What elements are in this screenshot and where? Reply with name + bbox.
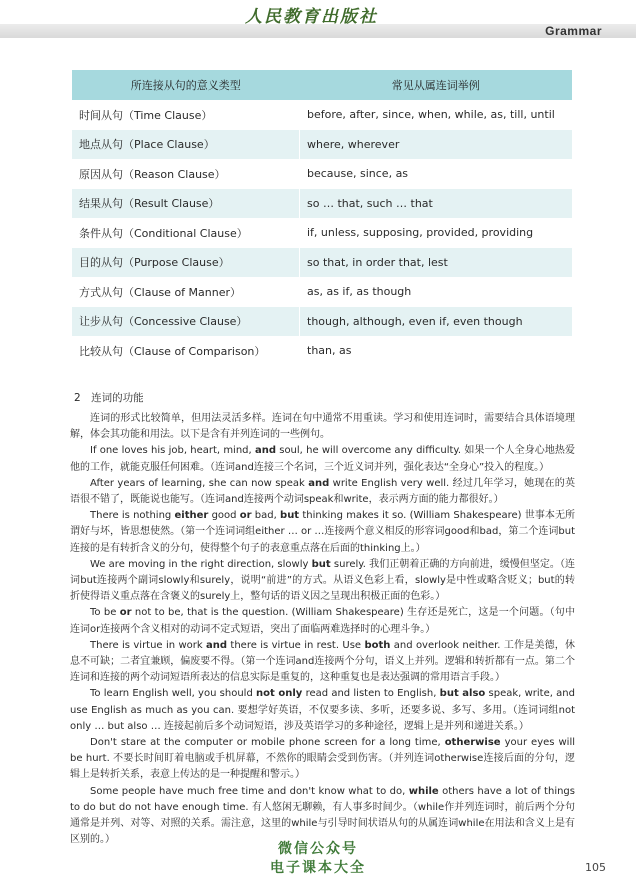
highlighted-conjunction: or [239,510,252,522]
table-cell-clause-type: 条件从句（Conditional Clause） [72,218,300,248]
example-paragraph [70,557,575,606]
table-cell-examples: where, wherever [300,130,573,160]
example-text: good [208,510,240,522]
publisher-logo: 人民教育出版社 [245,7,378,27]
example-paragraph [70,638,575,687]
example-text: We are moving in the right direction, slowly [90,558,312,570]
table-cell-examples: than, as [300,336,573,366]
table-cell-clause-type: 地点从句（Place Clause） [72,130,300,160]
highlighted-conjunction: or [119,607,132,619]
table-row [72,218,572,248]
table-cell-clause-type: 方式从句（Clause of Manner） [72,277,300,307]
table-row [72,100,572,130]
highlighted-conjunction: either [174,510,209,522]
example-text: To learn English well, you should [90,688,257,700]
highlighted-conjunction: not only [256,688,303,700]
highlighted-conjunction: while [408,785,439,797]
table-cell-clause-type: 目的从句（Purpose Clause） [72,248,300,278]
highlighted-conjunction: but [311,558,331,570]
highlighted-conjunction: and [254,445,276,457]
example-paragraph [70,735,575,784]
highlighted-conjunction: both [364,639,391,651]
table-cell-examples: so that, in order that, lest [300,248,573,278]
example-text: There is virtue in work [90,639,207,651]
table-header-clause-type: 所连接从句的意义类型 [72,70,300,100]
highlighted-conjunction: but also [439,688,486,700]
example-paragraph [70,686,575,735]
example-paragraph [70,605,575,637]
example-text: read and listen to English, [302,688,440,700]
table-cell-clause-type: 结果从句（Result Clause） [72,189,300,219]
highlighted-conjunction: but [280,510,300,522]
highlighted-conjunction: otherwise [444,737,501,749]
table-cell-examples: though, although, even if, even though [300,307,573,337]
example-paragraph [70,476,575,508]
table-row [72,130,572,160]
watermark-line-1: 微信公众号 [278,841,358,857]
table-header-examples: 常见从属连词举例 [300,70,573,100]
table-cell-examples: because, since, as [300,159,573,189]
table-header-row [72,70,572,100]
section-heading: 2 连词的功能 [74,392,144,404]
table-row [72,277,572,307]
example-text: surely. 我们正朝着正确的方向前进，缓慢但坚定。（连词but连接两个副词slowly和surely，说明“前进”的方式。从语义色彩上看，slowly是中性或略含贬义；but的转折使得语义重点落在含褒义的surely上，整句话的语义因之呈现出积极正面的色彩。） [70,558,575,603]
example-paragraph [70,508,575,557]
table-cell-clause-type: 原因从句（Reason Clause） [72,159,300,189]
table-row [72,248,572,278]
example-text: others have a lot of things to do but do not have enough time. 有人悠闲无聊赖，有人事多时间少。（while作并列连词时，前后两个分句通常是并列、对等、对照的关系。需注意，这里的while与引导时间状语从句的从属连词while在用法和含义上是有区别的。） [70,785,575,846]
page-header [0,0,636,40]
watermark-line-2: 电子课本大全 [270,860,366,876]
example-text: If one loves his job, heart, mind, [90,445,255,457]
example-text: soul, he will overcome any difficulty. 如果一个人全身心地热爱他的工作，就能克服任何困难。（连词and连接三个名词，三个近义词并列，强化表达“全身心”投入的程度。） [70,445,575,473]
example-text: and overlook neither. 工作是美德，休息不可缺；二者宜兼顾，偏废要不得。（第一个连词and连接两个分句，语义上并列。逻辑和转折都有一点。第二个连词和连接的两个动词短语所表达的信息实际是重复的，这种重复也是表达强调的常用语言手段。） [70,639,575,684]
table-row [72,189,572,219]
example-text: There is nothing [90,510,175,522]
section-title: Grammar [545,24,602,38]
page-number: 105 [585,861,606,874]
table-cell-clause-type: 让步从句（Concessive Clause） [72,307,300,337]
conjunction-table [72,70,572,366]
example-text: thinking makes it so. (William Shakespeare) 世事本无所谓好与坏，皆思想使然。（第一个连词词组either … or …连接两个意义相反的形容词good和bad，第二个连词but连接的是有转折含义的分句，使得整个句子的表意重点落在后面的thinking上。） [70,510,575,554]
table-cell-examples: before, after, since, when, while, as, till, until [300,100,573,130]
table-cell-clause-type: 比较从句（Clause of Comparison） [72,336,300,366]
example-text: To be [90,607,120,619]
table-row [72,336,572,366]
table-cell-examples: so … that, such … that [300,189,573,219]
intro-paragraph: 连词的形式比较简单，但用法灵活多样。连词在句中通常不用重读。学习和使用连词时，需要结合具体语境理解，体会其功能和用法。以下是含有并列连词的一些例句。 [70,413,575,441]
example-text: write English very well. 经过几年学习，她现在的英语很不错了，既能说也能写。（连词and连接两个动词speak和write，表示两方面的能力都很好。） [70,477,575,506]
example-text: bad, [251,510,281,522]
highlighted-conjunction: and [206,639,228,651]
example-text: there is virtue in rest. Use [227,639,365,651]
table-cell-examples: if, unless, supposing, provided, providing [300,218,573,248]
example-text: speak, write, and use English as much as you can. 要想学好英语，不仅要多读、多听，还要多说、多写、多用。（连词词组not only … but also … 连接起前后多个动词短语，涉及英语学习的多种途径，逻辑上是并列和递进关系。） [70,688,575,732]
body-text [70,411,575,848]
table-cell-clause-type: 时间从句（Time Clause） [72,100,300,130]
example-text: Some people have much free time and don't know what to do, [90,785,409,797]
example-text: Don't stare at the computer or mobile phone screen for a long time, [90,737,445,749]
example-text: not to be, that is the question. (William Shakespeare) 生存还是死亡，这是一个问题。（句中连词or连接两个含义相对的动词不定式短语，突出了面临两难选择时的心理斗争。） [70,607,575,635]
highlighted-conjunction: and [308,477,330,489]
table-cell-examples: as, as if, as though [300,277,573,307]
table-row [72,159,572,189]
example-paragraph [70,443,575,475]
example-text: After years of learning, she can now speak [90,477,309,489]
example-text: your eyes will be hurt. 不要长时间盯着电脑或手机屏幕，不然你的眼睛会受到伤害。（并列连词otherwise连接后面的分句，逻辑上是转折关系，表意上传达的是一种提醒和警示。） [70,737,575,781]
table-row [72,307,572,337]
